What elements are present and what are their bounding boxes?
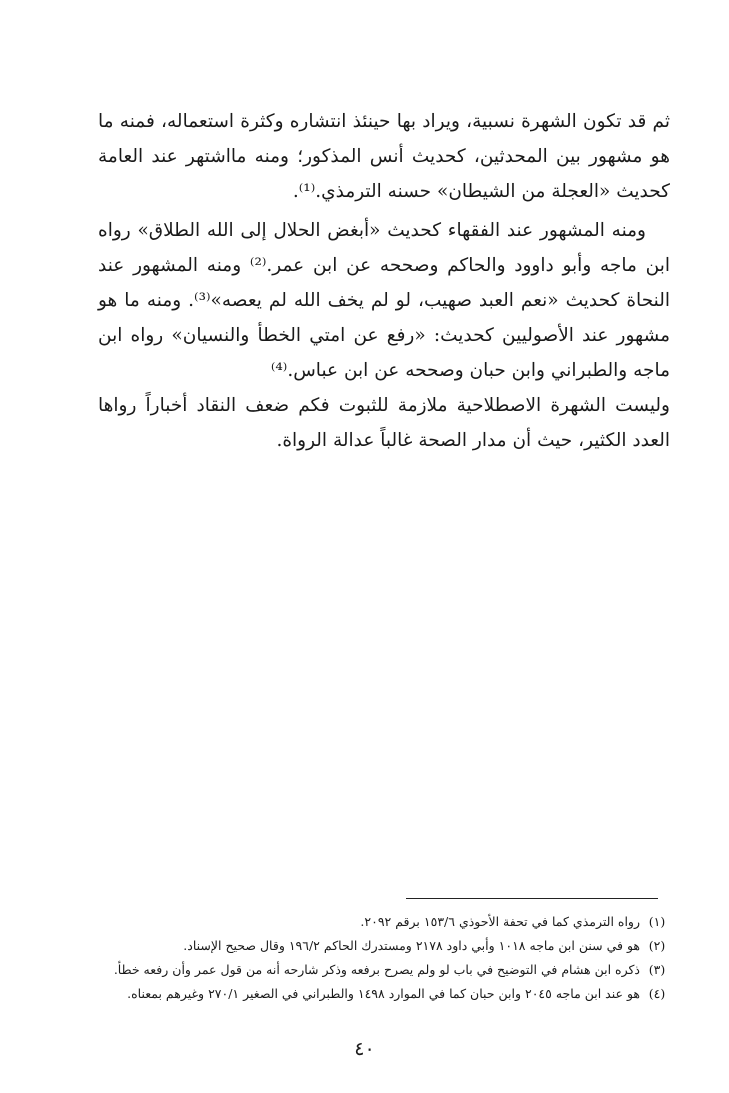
page-number: ٤٠ xyxy=(354,1038,375,1060)
footnote-number: (١) xyxy=(648,914,666,929)
footnote-3 xyxy=(98,958,674,982)
footnote-1 xyxy=(98,910,674,934)
footnote-number: (٤) xyxy=(648,986,666,1001)
footnote-2 xyxy=(98,934,674,958)
paragraph-3: وليست الشهرة الاصطلاحية ملازمة للثبوت فكم ضعف النقاد أخباراً رواها العدد الكثير، حيث أن مدار الصحة غالباً عدالة الرواة. xyxy=(98,395,670,451)
footnote-text: هو في سنن ابن ماجه ١٠١٨ وأبي داود ٢١٧٨ ومستدرك الحاكم ١٩٦/٢ وقال صحيح الإسناد. xyxy=(183,938,640,953)
footnote-4 xyxy=(98,982,674,1006)
main-text-block xyxy=(98,104,670,458)
footnote-text: ذكره ابن هشام في التوضيح في باب لو ولم يصرح برفعه وذكر شارحه أنه من قول عمر وأن رفعه خطأ. xyxy=(113,962,640,977)
footnote-text: هو عند ابن ماجه ٢٠٤٥ وابن حبان كما في الموارد ١٤٩٨ والطبراني في الصغير ٢٧٠/١ وغيرهم بمعناه. xyxy=(127,986,640,1001)
paragraph-1: ثم قد تكون الشهرة نسبية، ويراد بها حينئذ انتشاره وكثرة استعماله، فمنه ما هو مشهور بين المحدثين، كحديث أنس المذكور؛ ومنه مااشتهر عند العامة كحديث «العجلة من الشيطان» حسنه الترمذي.⁽¹⁾. xyxy=(98,111,670,202)
footnote-number: (٣) xyxy=(648,962,666,977)
footnote-divider xyxy=(406,898,658,899)
footnote-text: رواه الترمذي كما في تحفة الأحوذي ١٥٣/٦ برقم ٢٠٩٢. xyxy=(360,914,640,929)
footnote-number: (٢) xyxy=(648,938,666,953)
paragraph-2: ومنه المشهور عند الفقهاء كحديث «أبغض الحلال إلى الله الطلاق» رواه ابن ماجه وأبو داوود والحاكم وصححه عن ابن عمر.⁽²⁾ ومنه المشهور عند النحاة كحديث «نعم العبد صهيب، لو لم يخف الله لم يعصه»⁽³⁾. ومنه ما هو مشهور عند الأصوليين كحديث: «رفع عن امتي الخطأ والنسيان» رواه ابن ماجه والطبراني وابن حبان وصححه عن ابن عباس.⁽⁴⁾ xyxy=(98,220,671,381)
footnotes-section xyxy=(98,910,674,1006)
